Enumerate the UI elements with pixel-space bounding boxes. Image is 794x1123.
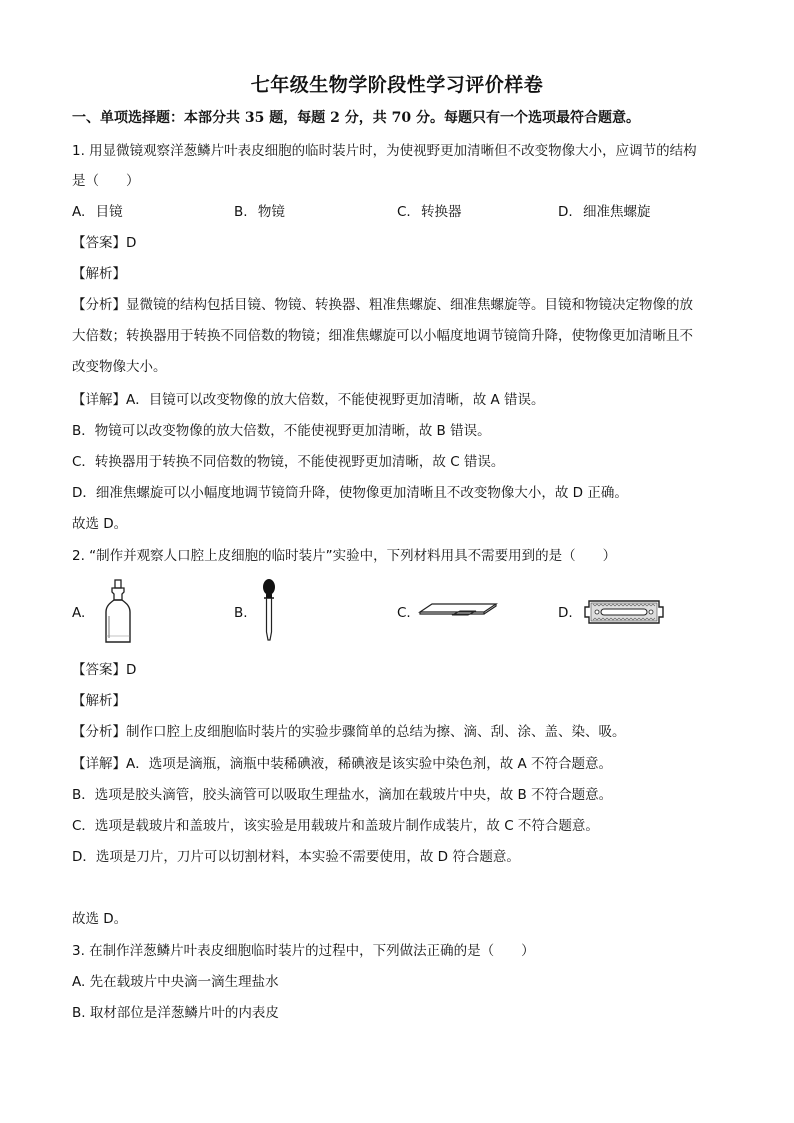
option-text: 目镜: [95, 204, 123, 220]
q1-fenxi-line1: 【分析】显微镜的结构包括目镜、物镜、转换器、粗准焦螺旋、细准焦螺旋等。目镜和物镜决定物像的放: [72, 297, 693, 313]
q2-conclusion: 故选 D。: [72, 911, 128, 927]
razor-blade-icon: [583, 597, 665, 627]
q1-detail-d: D．细准焦螺旋可以小幅度地调节镜筒升降，使物像更加清晰且不改变物像大小，故 D 正确。: [72, 485, 628, 501]
q2-option-a-letter: A.: [72, 605, 86, 621]
glass-slides-icon: [418, 600, 498, 624]
q1-detail-b: B．物镜可以改变物像的放大倍数，不能使视野更加清晰，故 B 错误。: [72, 423, 491, 439]
q1-stem-line2: 是（ ）: [72, 173, 140, 189]
q1-fenxi-line2: 大倍数；转换器用于转换不同倍数的物镜；细准焦螺旋可以小幅度地调节镜筒升降，使物像更加清晰且不: [72, 328, 693, 344]
q1-stem-line1: 1. 用显微镜观察洋葱鳞片叶表皮细胞的临时装片时，为使视野更加清晰但不改变物像大小，应调节的结构: [72, 143, 697, 159]
q3-option-a: A. 先在载玻片中央滴一滴生理盐水: [72, 974, 279, 990]
option-text: 细准焦螺旋: [582, 204, 651, 220]
q1-detail-c: C．转换器用于转换不同倍数的物镜，不能使视野更加清晰，故 C 错误。: [72, 454, 505, 470]
q1-analysis-label: 【解析】: [72, 266, 126, 282]
q1-answer: 【答案】D: [72, 235, 137, 251]
option-letter: B.: [234, 204, 248, 220]
q3-option-b: B. 取材部位是洋葱鳞片叶的内表皮: [72, 1005, 279, 1021]
q2-fenxi: 【分析】制作口腔上皮细胞临时装片的实验步骤简单的总结为擦、滴、刮、涂、盖、染、吸。: [72, 724, 626, 740]
q1-option-a: [72, 202, 123, 222]
option-letter: D.: [558, 204, 573, 220]
q1-option-c: [397, 202, 462, 222]
section-heading: 一、单项选择题：本部分共 35 题，每题 2 分，共 70 分。每题只有一个选项最符合题意。: [72, 110, 640, 126]
q2-detail-c: C．选项是载玻片和盖玻片，该实验是用载玻片和盖玻片制作成装片，故 C 不符合题意。: [72, 818, 599, 834]
q2-stem: 2. “制作并观察人口腔上皮细胞的临时装片”实验中，下列材料用具不需要用到的是（ ）: [72, 548, 617, 564]
page-title: 七年级生物学阶段性学习评价样卷: [250, 74, 544, 96]
q2-detail-b: B．选项是胶头滴管，胶头滴管可以吸取生理盐水，滴加在载玻片中央，故 B 不符合题意。: [72, 787, 613, 803]
q2-detail-d: D．选项是刀片，刀片可以切割材料，本实验不需要使用，故 D 符合题意。: [72, 849, 520, 865]
option-text: 转换器: [421, 204, 462, 220]
q2-option-d-letter: D.: [558, 605, 573, 621]
q2-detail-a: 【详解】A．选项是滴瓶，滴瓶中装稀碘液，稀碘液是该实验中染色剂，故 A 不符合题意。: [72, 756, 613, 772]
option-letter: A.: [72, 204, 86, 220]
dropper-bottle-icon: [100, 578, 136, 646]
q3-stem: 3. 在制作洋葱鳞片叶表皮细胞临时装片的过程中，下列做法正确的是（ ）: [72, 943, 535, 959]
q1-fenxi-line3: 改变物像大小。: [72, 359, 167, 375]
q2-option-c-letter: C.: [397, 605, 411, 621]
rubber-bulb-dropper-icon: [258, 578, 280, 644]
option-text: 物镜: [257, 204, 285, 220]
q2-option-b-letter: B.: [234, 605, 248, 621]
q2-answer: 【答案】D: [72, 662, 137, 678]
q2-analysis-label: 【解析】: [72, 693, 126, 709]
q1-option-d: [558, 202, 650, 222]
option-letter: C.: [397, 204, 411, 220]
q1-detail-a: 【详解】A．目镜可以改变物像的放大倍数，不能使视野更加清晰，故 A 错误。: [72, 392, 545, 408]
q1-conclusion: 故选 D。: [72, 516, 128, 532]
q1-option-b: [234, 202, 285, 222]
